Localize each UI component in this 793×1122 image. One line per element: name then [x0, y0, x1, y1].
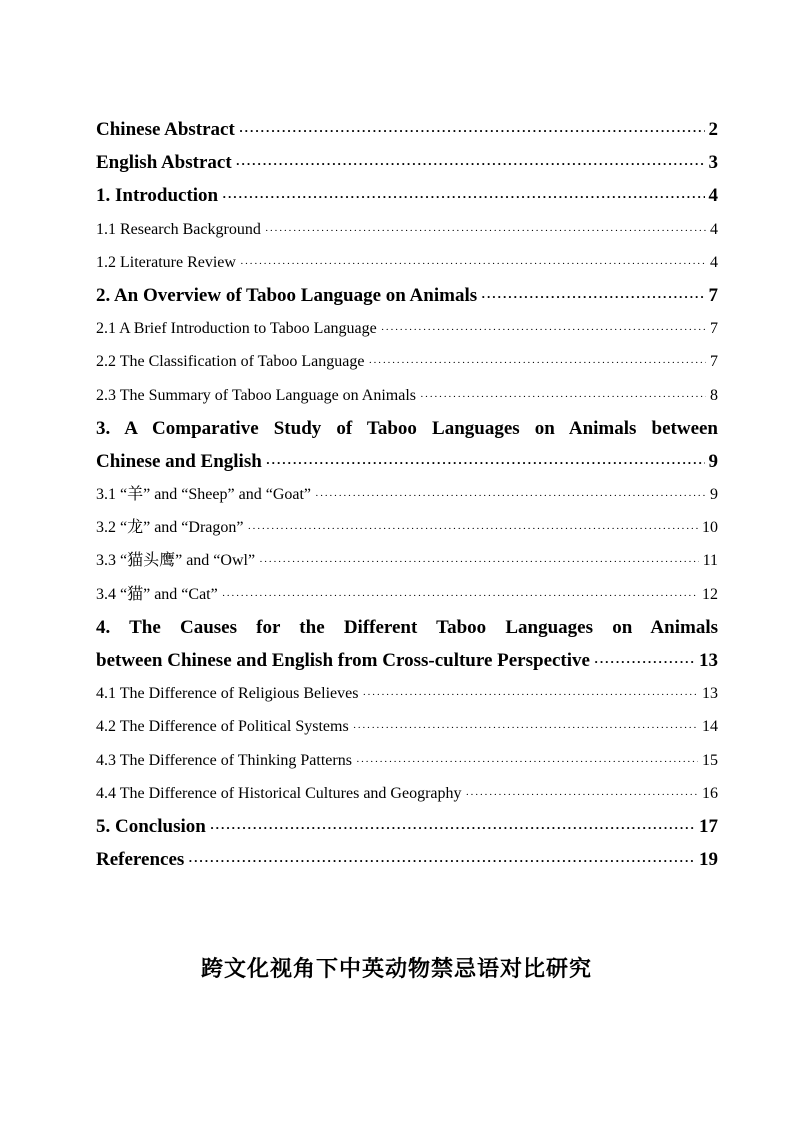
- dot-leader: [210, 811, 695, 844]
- toc-page-number: 3: [708, 152, 718, 174]
- toc-entry-chapter-4[interactable]: [96, 644, 718, 677]
- toc-page-number: 10: [702, 519, 718, 537]
- toc-page-number: 12: [702, 585, 718, 603]
- toc-entry-3-3[interactable]: [96, 544, 718, 577]
- dot-leader: [248, 513, 699, 546]
- dot-leader: [368, 347, 706, 380]
- toc-entry-title: Chinese Abstract: [96, 119, 235, 140]
- dot-leader: [594, 645, 695, 678]
- dot-leader: [259, 546, 699, 579]
- toc-page-number: 13: [702, 685, 718, 703]
- toc-entry-title: between Chinese and English from Cross-culture Perspective: [96, 650, 590, 671]
- toc-entry-chapter-4-line1[interactable]: 4. The Causes for the Different Taboo Languages on Animals: [96, 616, 718, 638]
- toc-entry-title: 5. Conclusion: [96, 815, 206, 837]
- toc-page-number: 14: [702, 718, 718, 736]
- toc-entry-title: 2.2 The Classification of Taboo Language: [96, 353, 365, 371]
- toc-page-number: 2: [708, 119, 718, 140]
- toc-page-number: 19: [699, 849, 718, 871]
- toc-page-number: 16: [702, 784, 718, 802]
- toc-entry-english-abstract[interactable]: [96, 146, 718, 179]
- dot-leader: [222, 580, 698, 613]
- toc-page-number: 4: [708, 185, 718, 207]
- toc-entry-4-2[interactable]: [96, 710, 718, 743]
- toc-entry-title: 4.2 The Difference of Political Systems: [96, 718, 349, 736]
- toc-entry-chinese-abstract[interactable]: [96, 113, 718, 146]
- toc-entry-title: 2.3 The Summary of Taboo Language on Animals: [96, 386, 417, 404]
- toc-page-number: 4: [710, 220, 718, 238]
- toc-page-number: 15: [702, 751, 718, 769]
- table-of-contents: [96, 113, 718, 876]
- toc-entry-conclusion[interactable]: [96, 810, 718, 843]
- toc-entry-4-3[interactable]: [96, 744, 718, 777]
- dot-leader: [466, 779, 698, 812]
- toc-entry-title: 4.1 The Difference of Religious Believes: [96, 685, 359, 703]
- toc-entry-title: 3.3 “猫头鹰” and “Owl”: [96, 552, 256, 570]
- dot-leader: [236, 147, 705, 180]
- toc-page-number: 9: [708, 450, 718, 472]
- toc-entry-references[interactable]: [96, 843, 718, 876]
- toc-page-number: 17: [699, 815, 718, 837]
- toc-entry-1-1[interactable]: [96, 213, 718, 246]
- dot-leader: [266, 446, 705, 479]
- toc-entry-title: 2. An Overview of Taboo Language on Animals: [96, 284, 478, 306]
- toc-page-number: 7: [710, 353, 718, 371]
- toc-entry-3-1[interactable]: [96, 478, 718, 511]
- toc-page-number: 7: [708, 284, 718, 306]
- toc-entry-chapter-2[interactable]: [96, 279, 718, 312]
- toc-page-number: 7: [710, 320, 718, 338]
- toc-entry-title: English Abstract: [96, 152, 232, 174]
- dot-leader: [265, 215, 706, 248]
- dot-leader: [240, 248, 706, 281]
- toc-entry-chapter-3-line1[interactable]: 3. A Comparative Study of Taboo Languages on Animals between: [96, 417, 718, 439]
- toc-entry-title: 3.2 “龙” and “Dragon”: [96, 519, 244, 537]
- toc-entry-3-2[interactable]: [96, 511, 718, 544]
- toc-entry-2-1[interactable]: [96, 312, 718, 345]
- toc-page-number: 9: [710, 486, 718, 504]
- toc-page-number: 8: [710, 386, 718, 404]
- dot-leader: [481, 280, 704, 313]
- dot-leader: [188, 844, 695, 877]
- dot-leader: [315, 480, 706, 513]
- toc-entry-3-4[interactable]: [96, 578, 718, 611]
- dot-leader: [356, 746, 698, 779]
- toc-entry-1-2[interactable]: [96, 246, 718, 279]
- dot-leader: [362, 679, 698, 712]
- toc-page-number: 4: [710, 253, 718, 271]
- toc-entry-title: 4.4 The Difference of Historical Cultures and Geography: [96, 784, 462, 802]
- toc-entry-4-1[interactable]: [96, 677, 718, 710]
- toc-entry-title: 3.1 “羊” and “Sheep” and “Goat”: [96, 486, 312, 504]
- chinese-thesis-title: 跨文化视角下中英动物禁忌语对比研究: [200, 957, 592, 982]
- toc-entry-title: 3.4 “猫” and “Cat”: [96, 585, 218, 603]
- toc-entry-4-4[interactable]: [96, 777, 718, 810]
- dot-leader: [222, 180, 704, 213]
- toc-entry-title: 2.1 A Brief Introduction to Taboo Language: [96, 320, 377, 338]
- toc-entry-title: 1.2 Literature Review: [96, 253, 236, 271]
- toc-entry-title: 4.3 The Difference of Thinking Patterns: [96, 751, 352, 769]
- toc-page-number: 11: [702, 552, 718, 570]
- toc-entry-chapter-3[interactable]: [96, 445, 718, 478]
- dot-leader: [381, 314, 706, 347]
- toc-entry-title: 1.1 Research Background: [96, 220, 261, 238]
- toc-entry-title: References: [96, 849, 185, 871]
- toc-entry-2-2[interactable]: [96, 345, 718, 378]
- dot-leader: [420, 381, 706, 414]
- dot-leader: [239, 114, 705, 147]
- toc-entry-title: Chinese and English: [96, 450, 262, 472]
- toc-entry-2-3[interactable]: [96, 379, 718, 412]
- toc-entry-title: 1. Introduction: [96, 185, 219, 207]
- toc-entry-introduction[interactable]: [96, 179, 718, 212]
- toc-page-number: 13: [699, 650, 718, 671]
- dot-leader: [353, 712, 698, 745]
